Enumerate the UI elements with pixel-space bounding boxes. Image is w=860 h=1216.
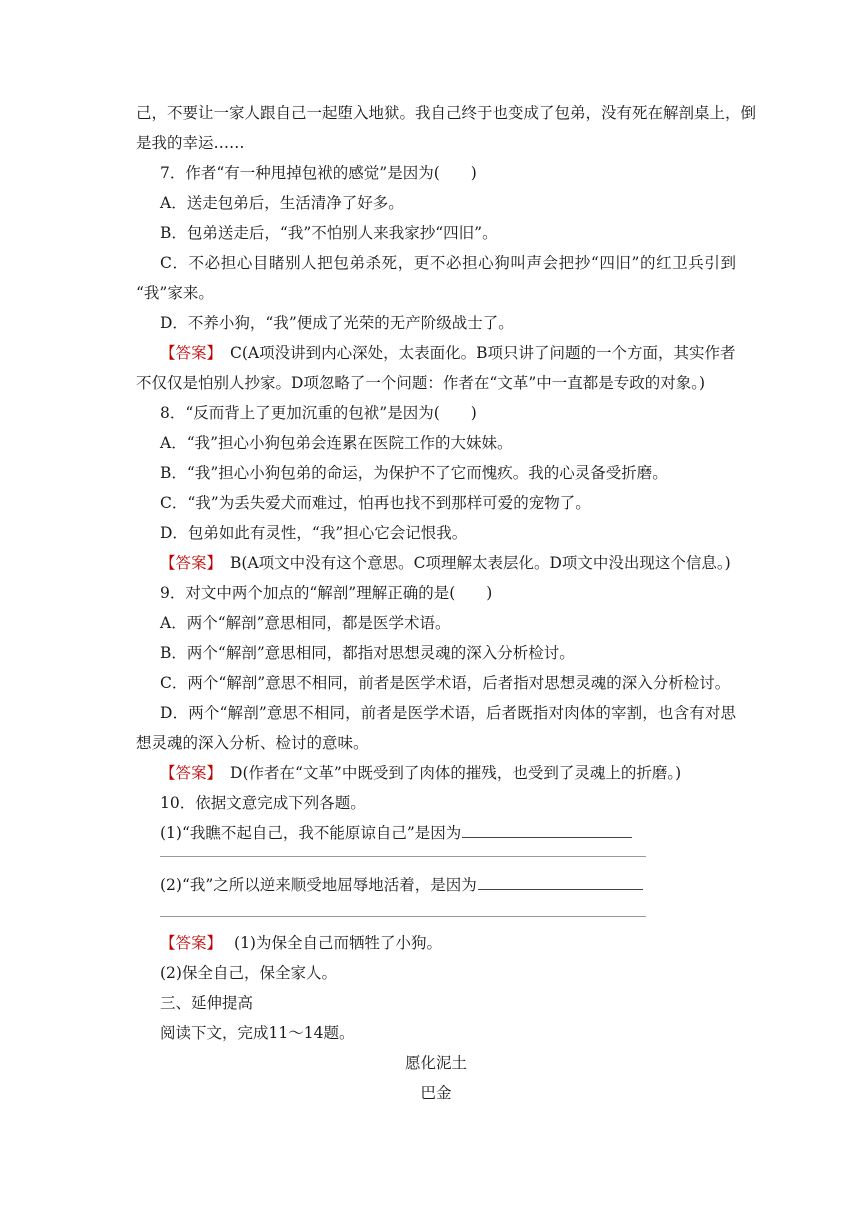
q9-option-a: A．两个“解剖”意思相同，都是医学术语。 [160, 614, 451, 632]
q8-option-a: A．“我”担心小狗包弟会连累在医院工作的大妹妹。 [160, 434, 513, 452]
passage-line: 己，不要让一家人跟自己一起堕入地狱。我自己终于也变成了包弟，没有死在解剖桌上，倒 [136, 104, 757, 122]
q7-option-a: A．送走包弟后，生活清净了好多。 [160, 194, 404, 212]
answer-label: 【答案】 [160, 554, 223, 572]
q8-answer [160, 548, 736, 578]
answer-line[interactable] [160, 916, 646, 917]
section-heading: 三、延伸提高 [160, 994, 254, 1012]
q7-option-c: C．不必担心目睹别人把包弟杀死，更不必担心狗叫声会把抄“四旧”的红卫兵引到 [160, 254, 736, 272]
q10-answer [160, 928, 736, 958]
q10-part-2 [160, 870, 736, 900]
answer-text: (1)为保全自己而牺牲了小狗。 [234, 934, 442, 952]
q8-option-c: C．“我”为丢失爱犬而难过，怕再也找不到那样可爱的宠物了。 [160, 494, 591, 512]
q10-part-1 [160, 818, 736, 848]
q9-option-d: D．两个“解剖”意思不相同，前者是医学术语，后者既指对肉体的宰割，也含有对思 [160, 704, 736, 722]
answer-text: B(A项文中没有这个意思。C项理解太表层化。D项文中没出现这个信息。) [230, 554, 731, 572]
q8-option-b: B．“我”担心小狗包弟的命运，为保护不了它而愧疚。我的心灵备受折磨。 [160, 464, 668, 482]
answer-label: 【答案】 [160, 764, 223, 782]
q7-option-d: D．不养小狗，“我”便成了光荣的无产阶级战士了。 [160, 314, 514, 332]
question-9: 9．对文中两个加点的“解剖”理解正确的是( ) [160, 584, 493, 602]
q8-option-d: D．包弟如此有灵性，“我”担心它会记恨我。 [160, 524, 468, 542]
q9-option-b: B．两个“解剖”意思相同，都指对思想灵魂的深入分析检讨。 [160, 644, 575, 662]
passage-line: 是我的幸运…… [136, 134, 245, 152]
q9-option-c: C．两个“解剖”意思不相同，前者是医学术语，后者指对思想灵魂的深入分析检讨。 [160, 674, 731, 692]
q9-answer [160, 758, 736, 788]
q7-option-b: B．包弟送走后，“我”不怕别人来我家抄“四旧”。 [160, 224, 498, 242]
article-title: 愿化泥土 [404, 1054, 467, 1072]
q7-option-c-cont: “我”家来。 [136, 284, 214, 302]
q10-answer-cont: (2)保全自己，保全家人。 [160, 964, 337, 982]
question-10: 10．依据文意完成下列各题。 [160, 794, 366, 812]
answer-text: C(A项没讲到内心深处，太表面化。B项只讲了问题的一个方面，其实作者 [230, 344, 736, 362]
answer-line[interactable] [160, 856, 646, 857]
q7-answer [160, 338, 736, 368]
article-author: 巴金 [420, 1084, 452, 1102]
answer-label: 【答案】 [160, 344, 223, 362]
reading-instruction: 阅读下文，完成11～14题。 [160, 1024, 355, 1042]
q7-answer-cont: 不仅仅是怕别人抄家。D项忽略了一个问题：作者在“文革”中一直都是专政的对象。) [136, 374, 706, 392]
answer-label: 【答案】 [160, 934, 223, 952]
question-8: 8．“反而背上了更加沉重的包袱”是因为( ) [160, 404, 477, 422]
question-7: 7．作者“有一种甩掉包袱的感觉”是因为( ) [160, 164, 477, 182]
prompt-text: (1)“我瞧不起自己，我不能原谅自己”是因为 [160, 824, 462, 842]
prompt-text: (2)“我”之所以逆来顺受地屈辱地活着，是因为 [160, 876, 477, 894]
q9-option-d-cont: 想灵魂的深入分析、检讨的意味。 [136, 734, 369, 752]
answer-blank[interactable] [478, 871, 643, 890]
answer-blank[interactable] [462, 819, 632, 838]
answer-text: D(作者在“文革”中既受到了肉体的摧残，也受到了灵魂上的折磨。) [230, 764, 682, 782]
